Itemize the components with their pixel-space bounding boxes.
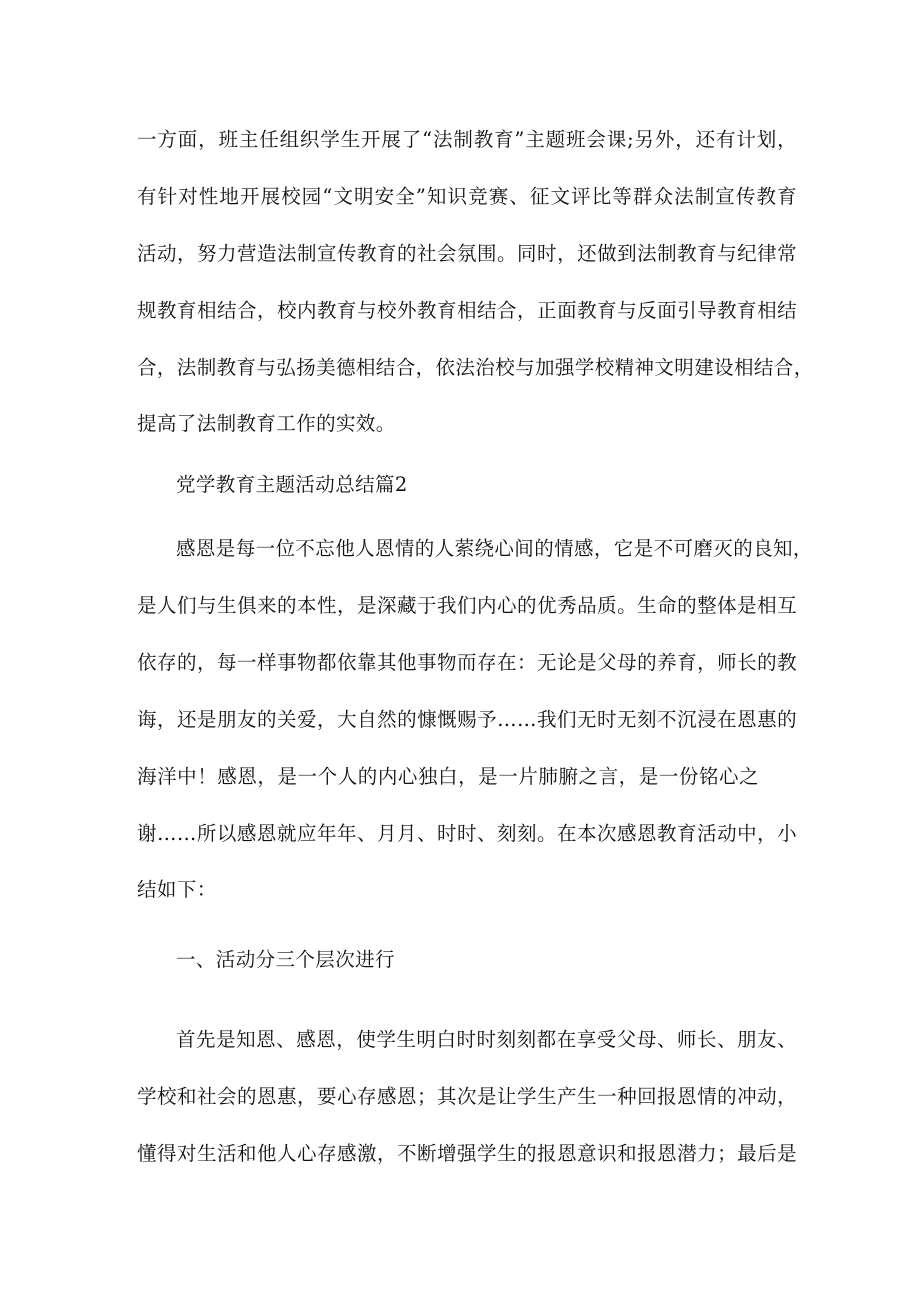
paragraph-line: 首先是知恩、感恩，使学生明白时时刻刻都在享受父母、师长、朋友、 [176, 1028, 797, 1051]
paragraph-line: 有针对性地开展校园“文明安全”知识竞赛、征文评比等群众法制宣传教育 [137, 185, 797, 208]
paragraph-line: 学校和社会的恩惠，要心存感恩；其次是让学生产生一种回报恩情的冲动， [137, 1085, 797, 1108]
paragraph-line: 懂得对生活和他人心存感激，不断增强学生的报恩意识和报恩潜力；最后是 [137, 1142, 797, 1165]
paragraph-line: 感恩是每一位不忘他人恩情的人萦绕心间的情感，它是不可磨灭的良知， [176, 537, 813, 560]
paragraph-line: 规教育相结合，校内教育与校外教育相结合，正面教育与反面引导教育相结 [137, 299, 797, 322]
section-heading: 党学教育主题活动总结篇2 [176, 473, 408, 496]
subheading-activity-levels: 一、活动分三个层次进行 [176, 948, 395, 971]
paragraph-line: 提高了法制教育工作的实效。 [137, 412, 396, 435]
paragraph-line: 活动，努力营造法制宣传教育的社会氛围。同时，还做到法制教育与纪律常 [137, 242, 797, 265]
paragraph-line: 一方面，班主任组织学生开展了“法制教育”主题班会课;另外，还有计划， [137, 128, 797, 151]
paragraph-line: 是人们与生俱来的本性，是深藏于我们内心的优秀品质。生命的整体是相互 [137, 594, 797, 617]
paragraph-line: 诲，还是朋友的关爱，大自然的慷慨赐予……我们无时无刻不沉浸在恩惠的 [137, 708, 797, 731]
paragraph-line: 海洋中！感恩，是一个人的内心独白，是一片肺腑之言，是一份铭心之 [137, 765, 759, 788]
paragraph-line: 谢……所以感恩就应年年、月月、时时、刻刻。在本次感恩教育活动中，小 [137, 822, 797, 845]
paragraph-line: 结如下： [137, 878, 217, 901]
paragraph-line: 依存的，每一样事物都依靠其他事物而存在：无论是父母的养育，师长的教 [137, 651, 797, 674]
paragraph-line: 合，法制教育与弘扬美德相结合，依法治校与加强学校精神文明建设相结合， [137, 356, 814, 379]
